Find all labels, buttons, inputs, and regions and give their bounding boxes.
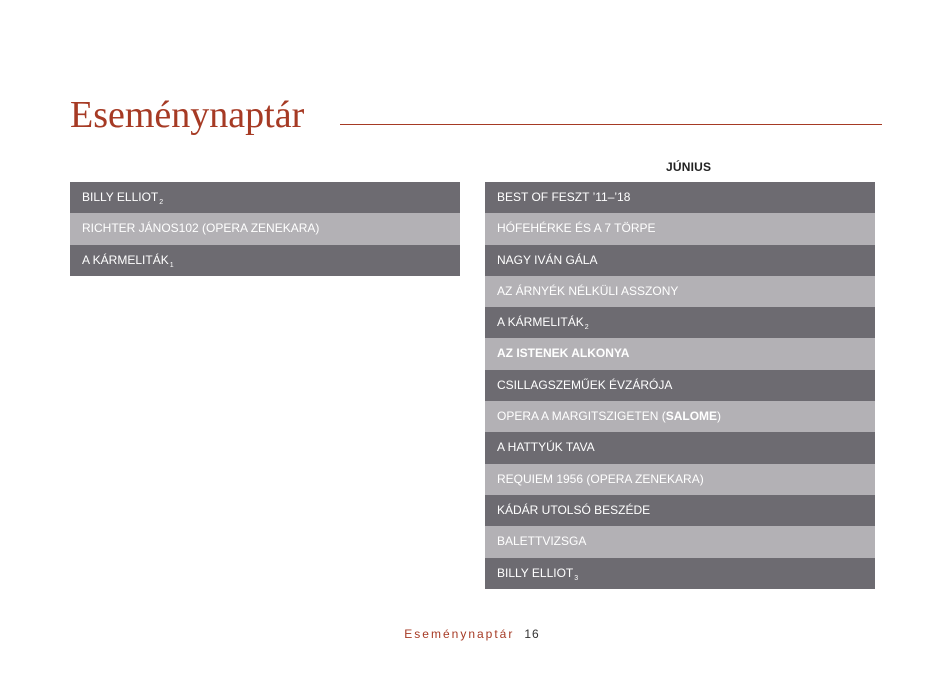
event-label: A KÁRMELITÁK [82, 252, 169, 267]
event-row[interactable] [485, 495, 875, 526]
event-label: BILLY ELLIOT [497, 565, 574, 580]
event-row[interactable] [485, 464, 875, 495]
event-label: BILLY ELLIOT [82, 190, 159, 204]
event-label-end: ) [717, 409, 722, 424]
event-index: 2 [584, 324, 589, 332]
event-row[interactable] [485, 307, 875, 338]
event-index: 3 [574, 574, 579, 582]
event-label: OPERA A MARGITSZIGETEN ( [497, 409, 666, 424]
event-row[interactable] [70, 182, 460, 213]
event-label: BALETTVIZSGA [497, 534, 587, 549]
left-event-list [70, 182, 460, 276]
month-heading: JÚNIUS [666, 160, 712, 174]
event-row[interactable] [485, 526, 875, 557]
event-index: 2 [159, 199, 164, 206]
event-label: A HATTYÚK TAVA [497, 440, 595, 455]
event-label: A KÁRMELITÁK [497, 315, 584, 330]
event-row[interactable] [485, 245, 875, 276]
event-row[interactable] [485, 558, 875, 589]
event-row[interactable] [485, 370, 875, 401]
event-index: 1 [169, 261, 174, 269]
event-row[interactable] [485, 338, 875, 369]
title-underline [340, 124, 882, 125]
right-event-list [485, 182, 875, 589]
page-number: 16 [524, 627, 540, 641]
page-title: Eseménynaptár [70, 94, 305, 136]
event-row[interactable] [485, 182, 875, 213]
event-row[interactable] [485, 276, 875, 307]
event-label: CSILLAGSZEMŰEK ÉVZÁRÓJA [497, 377, 673, 392]
event-label: BEST OF FESZT ’11–’18 [497, 190, 631, 204]
event-label: RICHTER JÁNOS102 (OPERA ZENEKARA) [82, 221, 320, 236]
event-label: NAGY IVÁN GÁLA [497, 252, 598, 267]
event-label: REQUIEM 1956 (OPERA ZENEKARA) [497, 471, 704, 486]
page-footer [0, 627, 944, 641]
footer-title: Eseménynaptár [404, 627, 515, 641]
event-label: AZ ISTENEK ALKONYA [497, 346, 630, 361]
event-row[interactable] [485, 401, 875, 432]
event-label: KÁDÁR UTOLSÓ BESZÉDE [497, 502, 651, 517]
event-label-bold: SALOME [665, 409, 718, 424]
event-row[interactable] [70, 245, 460, 276]
event-label: AZ ÁRNYÉK NÉLKÜLI ASSZONY [497, 283, 679, 298]
event-label: HÓFEHÉRKE ÉS A 7 TÖRPE [497, 221, 656, 236]
event-row[interactable] [485, 432, 875, 463]
event-row[interactable] [485, 213, 875, 244]
event-row[interactable] [70, 213, 460, 244]
